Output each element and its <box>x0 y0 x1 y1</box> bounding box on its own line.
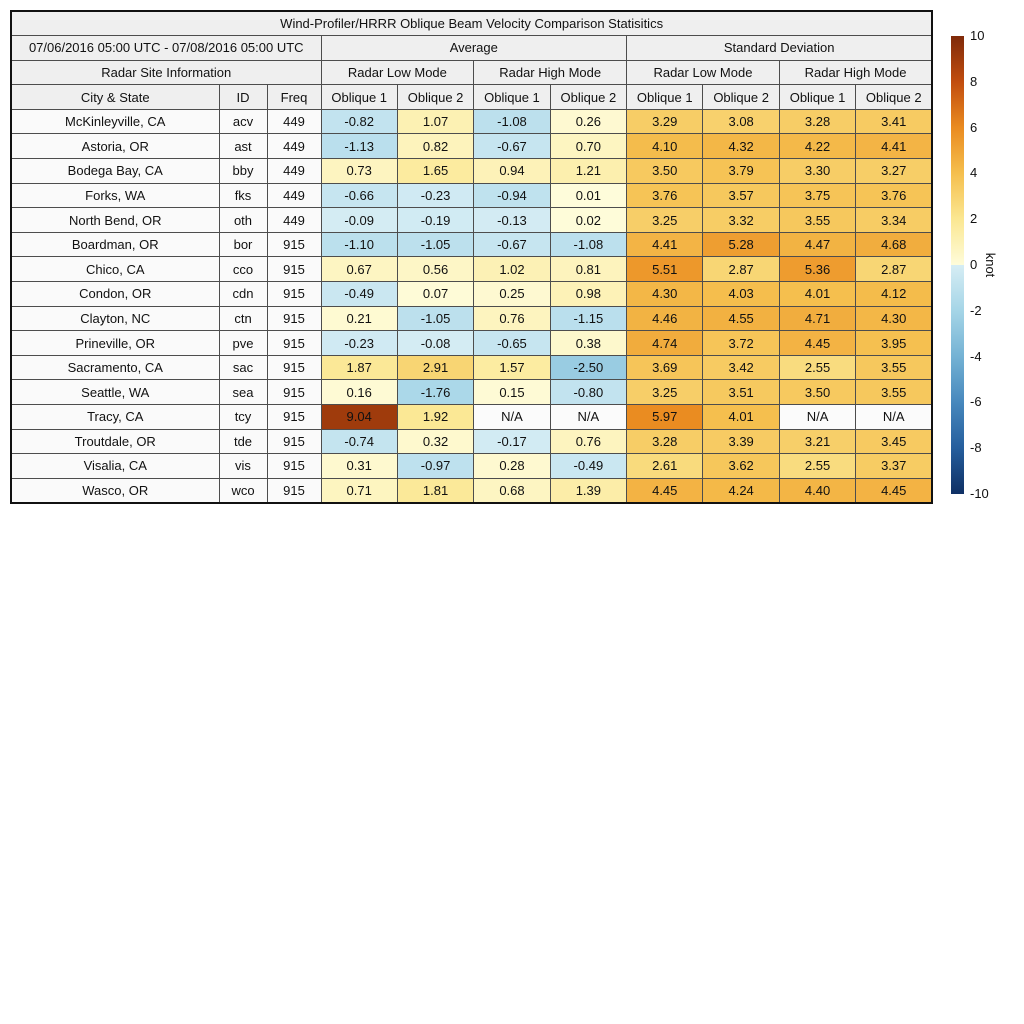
value-cell: 3.25 <box>627 208 703 233</box>
freq-cell: 915 <box>267 306 321 331</box>
value-cell: 3.55 <box>856 355 933 380</box>
value-cell: 3.76 <box>856 183 933 208</box>
value-cell: 0.73 <box>321 159 397 184</box>
value-cell: 3.28 <box>627 429 703 454</box>
mode-header-row <box>11 60 932 85</box>
value-cell: -0.65 <box>474 331 550 356</box>
value-cell: 4.47 <box>779 232 855 257</box>
id-cell: tde <box>219 429 267 454</box>
value-cell: 3.29 <box>627 109 703 134</box>
table-row <box>11 208 932 233</box>
oblique1-col-header: Oblique 1 <box>627 85 703 110</box>
value-cell: 1.39 <box>550 478 626 503</box>
colorbar-tick-label: -6 <box>970 394 982 410</box>
value-cell: 1.65 <box>397 159 473 184</box>
id-cell: cdn <box>219 282 267 307</box>
value-cell: 3.42 <box>703 355 779 380</box>
freq-col-header: Freq <box>267 85 321 110</box>
value-cell: 4.45 <box>779 331 855 356</box>
colorbar-tick-label: -8 <box>970 440 982 456</box>
value-cell: 0.71 <box>321 478 397 503</box>
value-cell: 0.01 <box>550 183 626 208</box>
value-cell: 3.50 <box>627 159 703 184</box>
value-cell: 3.08 <box>703 109 779 134</box>
value-cell: 0.81 <box>550 257 626 282</box>
value-cell: 4.55 <box>703 306 779 331</box>
value-cell: -0.08 <box>397 331 473 356</box>
id-cell: sac <box>219 355 267 380</box>
freq-cell: 915 <box>267 282 321 307</box>
id-cell: tcy <box>219 405 267 430</box>
oblique2-col-header: Oblique 2 <box>703 85 779 110</box>
freq-cell: 915 <box>267 429 321 454</box>
value-cell: 3.50 <box>779 380 855 405</box>
table-row <box>11 183 932 208</box>
table-body <box>11 109 932 503</box>
sd-low-mode-header: Radar Low Mode <box>627 60 780 85</box>
colorbar-tick-label: 6 <box>970 119 978 135</box>
section-header-row <box>11 36 932 61</box>
freq-cell: 449 <box>267 109 321 134</box>
value-cell: 3.57 <box>703 183 779 208</box>
value-cell: -0.49 <box>550 454 626 479</box>
value-cell: 1.07 <box>397 109 473 134</box>
value-cell: 0.70 <box>550 134 626 159</box>
value-cell: 4.30 <box>856 306 933 331</box>
colorbar-tick-label: 0 <box>970 257 978 273</box>
freq-cell: 449 <box>267 159 321 184</box>
value-cell: -1.76 <box>397 380 473 405</box>
value-cell: 0.15 <box>474 380 550 405</box>
value-cell: 4.12 <box>856 282 933 307</box>
id-cell: bby <box>219 159 267 184</box>
freq-cell: 449 <box>267 183 321 208</box>
table-row <box>11 134 932 159</box>
value-cell: 3.25 <box>627 380 703 405</box>
colorbar-tick-label: 2 <box>970 211 978 227</box>
value-cell: -0.13 <box>474 208 550 233</box>
value-cell: 5.28 <box>703 232 779 257</box>
oblique2-col-header: Oblique 2 <box>550 85 626 110</box>
value-cell: 0.28 <box>474 454 550 479</box>
table-row <box>11 429 932 454</box>
value-cell: -2.50 <box>550 355 626 380</box>
city-cell: Visalia, CA <box>11 454 219 479</box>
value-cell: 0.31 <box>321 454 397 479</box>
id-cell: ctn <box>219 306 267 331</box>
value-cell: 2.55 <box>779 355 855 380</box>
value-cell: 9.04 <box>321 405 397 430</box>
value-cell: 4.10 <box>627 134 703 159</box>
value-cell: 4.30 <box>627 282 703 307</box>
value-cell: 0.02 <box>550 208 626 233</box>
value-cell: 1.87 <box>321 355 397 380</box>
id-cell: acv <box>219 109 267 134</box>
id-cell: vis <box>219 454 267 479</box>
value-cell: -0.82 <box>321 109 397 134</box>
value-cell: 2.87 <box>703 257 779 282</box>
value-cell: 4.45 <box>627 478 703 503</box>
value-cell: -1.13 <box>321 134 397 159</box>
value-cell: 1.57 <box>474 355 550 380</box>
oblique1-col-header: Oblique 1 <box>474 85 550 110</box>
table-row <box>11 380 932 405</box>
value-cell: -0.19 <box>397 208 473 233</box>
value-cell: N/A <box>779 405 855 430</box>
value-cell: 4.41 <box>856 134 933 159</box>
city-col-header: City & State <box>11 85 219 110</box>
colorbar-tick-label: -4 <box>970 348 982 364</box>
oblique1-col-header: Oblique 1 <box>779 85 855 110</box>
colorbar <box>951 28 998 502</box>
value-cell: -0.74 <box>321 429 397 454</box>
value-cell: 4.71 <box>779 306 855 331</box>
value-cell: 0.98 <box>550 282 626 307</box>
freq-cell: 449 <box>267 134 321 159</box>
freq-cell: 915 <box>267 478 321 503</box>
value-cell: 4.68 <box>856 232 933 257</box>
value-cell: 3.45 <box>856 429 933 454</box>
city-cell: Astoria, OR <box>11 134 219 159</box>
value-cell: 0.21 <box>321 306 397 331</box>
freq-cell: 915 <box>267 380 321 405</box>
avg-high-mode-header: Radar High Mode <box>474 60 627 85</box>
city-cell: Seattle, WA <box>11 380 219 405</box>
value-cell: 0.82 <box>397 134 473 159</box>
id-cell: fks <box>219 183 267 208</box>
value-cell: 3.27 <box>856 159 933 184</box>
section-average: Average <box>321 36 627 61</box>
value-cell: 3.76 <box>627 183 703 208</box>
value-cell: 3.21 <box>779 429 855 454</box>
value-cell: 3.75 <box>779 183 855 208</box>
value-cell: 3.41 <box>856 109 933 134</box>
value-cell: 4.46 <box>627 306 703 331</box>
colorbar-tick-label: -10 <box>970 486 989 502</box>
value-cell: 4.41 <box>627 232 703 257</box>
city-cell: Clayton, NC <box>11 306 219 331</box>
value-cell: -1.10 <box>321 232 397 257</box>
value-cell: 4.32 <box>703 134 779 159</box>
value-cell: 2.55 <box>779 454 855 479</box>
id-cell: cco <box>219 257 267 282</box>
city-cell: Forks, WA <box>11 183 219 208</box>
value-cell: 3.34 <box>856 208 933 233</box>
value-cell: 2.91 <box>397 355 473 380</box>
value-cell: 0.76 <box>550 429 626 454</box>
value-cell: -0.67 <box>474 134 550 159</box>
colorbar-unit-label: knot <box>983 252 998 278</box>
date-range: 07/06/2016 05:00 UTC - 07/08/2016 05:00 UTC <box>11 36 321 61</box>
stats-table <box>10 10 933 504</box>
value-cell: 4.01 <box>779 282 855 307</box>
id-cell: oth <box>219 208 267 233</box>
value-cell: 0.94 <box>474 159 550 184</box>
colorbar-tick-label: 4 <box>970 165 978 181</box>
city-cell: North Bend, OR <box>11 208 219 233</box>
table-row <box>11 232 932 257</box>
value-cell: 5.97 <box>627 405 703 430</box>
city-cell: Boardman, OR <box>11 232 219 257</box>
id-cell: bor <box>219 232 267 257</box>
value-cell: -0.23 <box>321 331 397 356</box>
table-row <box>11 257 932 282</box>
table-row <box>11 405 932 430</box>
colorbar-gradient <box>951 36 964 494</box>
value-cell: -0.23 <box>397 183 473 208</box>
freq-cell: 449 <box>267 208 321 233</box>
oblique2-col-header: Oblique 2 <box>397 85 473 110</box>
value-cell: -0.80 <box>550 380 626 405</box>
table-title: Wind-Profiler/HRRR Oblique Beam Velocity Comparison Statisitics <box>11 11 932 36</box>
value-cell: 4.01 <box>703 405 779 430</box>
id-cell: pve <box>219 331 267 356</box>
table-row <box>11 159 932 184</box>
value-cell: -0.67 <box>474 232 550 257</box>
value-cell: 3.30 <box>779 159 855 184</box>
value-cell: 3.72 <box>703 331 779 356</box>
freq-cell: 915 <box>267 331 321 356</box>
value-cell: 0.67 <box>321 257 397 282</box>
value-cell: -0.49 <box>321 282 397 307</box>
value-cell: 4.40 <box>779 478 855 503</box>
value-cell: 3.37 <box>856 454 933 479</box>
value-cell: N/A <box>856 405 933 430</box>
value-cell: -1.08 <box>550 232 626 257</box>
value-cell: 3.55 <box>779 208 855 233</box>
value-cell: -1.08 <box>474 109 550 134</box>
value-cell: -0.66 <box>321 183 397 208</box>
oblique1-col-header: Oblique 1 <box>321 85 397 110</box>
value-cell: -1.05 <box>397 232 473 257</box>
value-cell: 4.24 <box>703 478 779 503</box>
value-cell: 1.92 <box>397 405 473 430</box>
value-cell: 3.39 <box>703 429 779 454</box>
value-cell: N/A <box>550 405 626 430</box>
value-cell: 0.32 <box>397 429 473 454</box>
freq-cell: 915 <box>267 405 321 430</box>
value-cell: 4.22 <box>779 134 855 159</box>
value-cell: 4.74 <box>627 331 703 356</box>
value-cell: 1.02 <box>474 257 550 282</box>
id-cell: sea <box>219 380 267 405</box>
freq-cell: 915 <box>267 355 321 380</box>
value-cell: 0.07 <box>397 282 473 307</box>
city-cell: Wasco, OR <box>11 478 219 503</box>
value-cell: 0.76 <box>474 306 550 331</box>
value-cell: -0.94 <box>474 183 550 208</box>
value-cell: 4.03 <box>703 282 779 307</box>
section-std-dev: Standard Deviation <box>627 36 933 61</box>
id-cell: ast <box>219 134 267 159</box>
value-cell: 1.21 <box>550 159 626 184</box>
table-row <box>11 331 932 356</box>
city-cell: Condon, OR <box>11 282 219 307</box>
value-cell: -0.09 <box>321 208 397 233</box>
id-col-header: ID <box>219 85 267 110</box>
value-cell: 3.79 <box>703 159 779 184</box>
colorbar-tick-label: 8 <box>970 74 978 90</box>
city-cell: McKinleyville, CA <box>11 109 219 134</box>
value-cell: 2.87 <box>856 257 933 282</box>
value-cell: 3.28 <box>779 109 855 134</box>
value-cell: 1.81 <box>397 478 473 503</box>
freq-cell: 915 <box>267 232 321 257</box>
id-cell: wco <box>219 478 267 503</box>
value-cell: 3.51 <box>703 380 779 405</box>
value-cell: 3.62 <box>703 454 779 479</box>
city-cell: Chico, CA <box>11 257 219 282</box>
value-cell: -1.05 <box>397 306 473 331</box>
sd-high-mode-header: Radar High Mode <box>779 60 932 85</box>
value-cell: 3.95 <box>856 331 933 356</box>
value-cell: 0.26 <box>550 109 626 134</box>
value-cell: 4.45 <box>856 478 933 503</box>
value-cell: 0.38 <box>550 331 626 356</box>
table-row <box>11 109 932 134</box>
table-row <box>11 282 932 307</box>
value-cell: -0.17 <box>474 429 550 454</box>
value-cell: -1.15 <box>550 306 626 331</box>
colorbar-tick-label: -2 <box>970 303 982 319</box>
value-cell: 3.32 <box>703 208 779 233</box>
column-header-row <box>11 85 932 110</box>
avg-low-mode-header: Radar Low Mode <box>321 60 474 85</box>
value-cell: 0.56 <box>397 257 473 282</box>
site-info-header: Radar Site Information <box>11 60 321 85</box>
value-cell: 0.68 <box>474 478 550 503</box>
table-row <box>11 355 932 380</box>
colorbar-tick-label: 10 <box>970 28 985 44</box>
table-row <box>11 478 932 503</box>
city-cell: Sacramento, CA <box>11 355 219 380</box>
table-row <box>11 306 932 331</box>
city-cell: Bodega Bay, CA <box>11 159 219 184</box>
value-cell: 5.36 <box>779 257 855 282</box>
title-row <box>11 11 932 36</box>
freq-cell: 915 <box>267 257 321 282</box>
value-cell: 3.69 <box>627 355 703 380</box>
table-row <box>11 454 932 479</box>
value-cell: 0.16 <box>321 380 397 405</box>
value-cell: 2.61 <box>627 454 703 479</box>
value-cell: -0.97 <box>397 454 473 479</box>
value-cell: N/A <box>474 405 550 430</box>
oblique2-col-header: Oblique 2 <box>856 85 933 110</box>
city-cell: Troutdale, OR <box>11 429 219 454</box>
value-cell: 3.55 <box>856 380 933 405</box>
value-cell: 5.51 <box>627 257 703 282</box>
city-cell: Prineville, OR <box>11 331 219 356</box>
freq-cell: 915 <box>267 454 321 479</box>
city-cell: Tracy, CA <box>11 405 219 430</box>
value-cell: 0.25 <box>474 282 550 307</box>
